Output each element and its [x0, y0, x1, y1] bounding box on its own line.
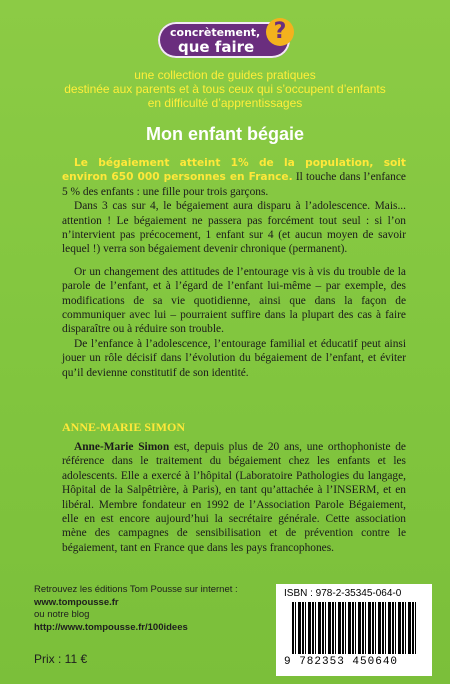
barcode-number: 9 782353 450640 [284, 656, 399, 668]
tagline-line: une collection de guides pratiques [134, 68, 316, 82]
paragraph: De l’enfance à l’adolescence, l’entourage familial et éducatif peut ainsi jouer un rôle décisif dans l’évolution du bégaiement de l’enfant, et éviter qu’il devienne constitutif de son identité. [62, 337, 406, 379]
question-mark-icon: ? [266, 18, 294, 46]
publisher-line: Retrouvez les éditions Tom Pousse sur internet : [34, 584, 238, 595]
tagline-line: en difficulté d’apprentissages [147, 96, 303, 110]
intro-lead: Le bégaiement atteint 1% de la population, soit environ 650 000 personnes en France. [62, 157, 406, 184]
collection-tagline [20, 68, 430, 110]
logo-line1: concrètement, [170, 26, 261, 39]
intro-rest: Il touche dans l’enfance 5 % des enfants : une fille pour trois garçons. [62, 171, 406, 198]
author-name: Anne-Marie Simon [74, 441, 170, 453]
collection-logo [158, 19, 290, 58]
tagline-line: destinée aux parents et à tous ceux qui s’occupent d’enfants [64, 82, 386, 96]
isbn-box [276, 584, 432, 676]
author-bio-text: est, depuis plus de 20 ans, une orthophoniste de référence dans le traitement du bégaiement chez les enfants et les adolescents. Elle a exercé à l’hôpital (Laboratoire Pathologies du langage, Hôpital de la Salpêtrière, à Paris), en tant qu’attachée à l’INSERM, et en libéral. Membre fondateur en 1992 de l’Association Parole Bégaiement, elle en est encore aujourd’hui la secrétaire générale. Cette association mène des campagnes de sensibilisation et de prévention contre le bégaiement, tant en France que dans les pays francophones. [62, 441, 406, 554]
publisher-website-link[interactable]: www.tompousse.fr [34, 596, 119, 608]
blurb [62, 156, 406, 380]
blog-line: ou notre blog [34, 609, 90, 620]
author-heading: ANNE-MARIE SIMON [62, 420, 185, 434]
logo-line2: que faire [178, 38, 255, 56]
paragraph: Or un changement des attitudes de l’entourage vis à vis du trouble de la parole de l’enfant, et à l’égard de l’enfant lui-même – par exemple, des modifications de sa vie quotidienne, ainsi que dans la façon de communiquer avec lui – pourraient suffire dans la plupart des cas à faire disparaître ou à réduire son trouble. [62, 265, 406, 336]
book-title: Mon enfant bégaie [145, 124, 304, 144]
author-bio [62, 440, 406, 555]
paragraph: Dans 3 cas sur 4, le bégaiement aura disparu à l’adolescence. Mais... attention ! Le bégaiement ne passera pas forcément tout seul : si l’on n’intervient pas précocement, 1 enfant sur 4 (et aucun moyen de savoir lequel !) verra son bégaiement devenir chronique (permanent). [62, 200, 406, 256]
price: Prix : 11 € [34, 652, 88, 666]
intro-paragraph [62, 156, 406, 199]
barcode-icon [292, 602, 418, 654]
isbn-label: ISBN : 978-2-35345-064-0 [284, 588, 402, 599]
blog-link[interactable]: http://www.tompousse.fr/100idees [34, 621, 188, 633]
publisher-info [34, 584, 264, 634]
author-paragraph [62, 440, 406, 555]
